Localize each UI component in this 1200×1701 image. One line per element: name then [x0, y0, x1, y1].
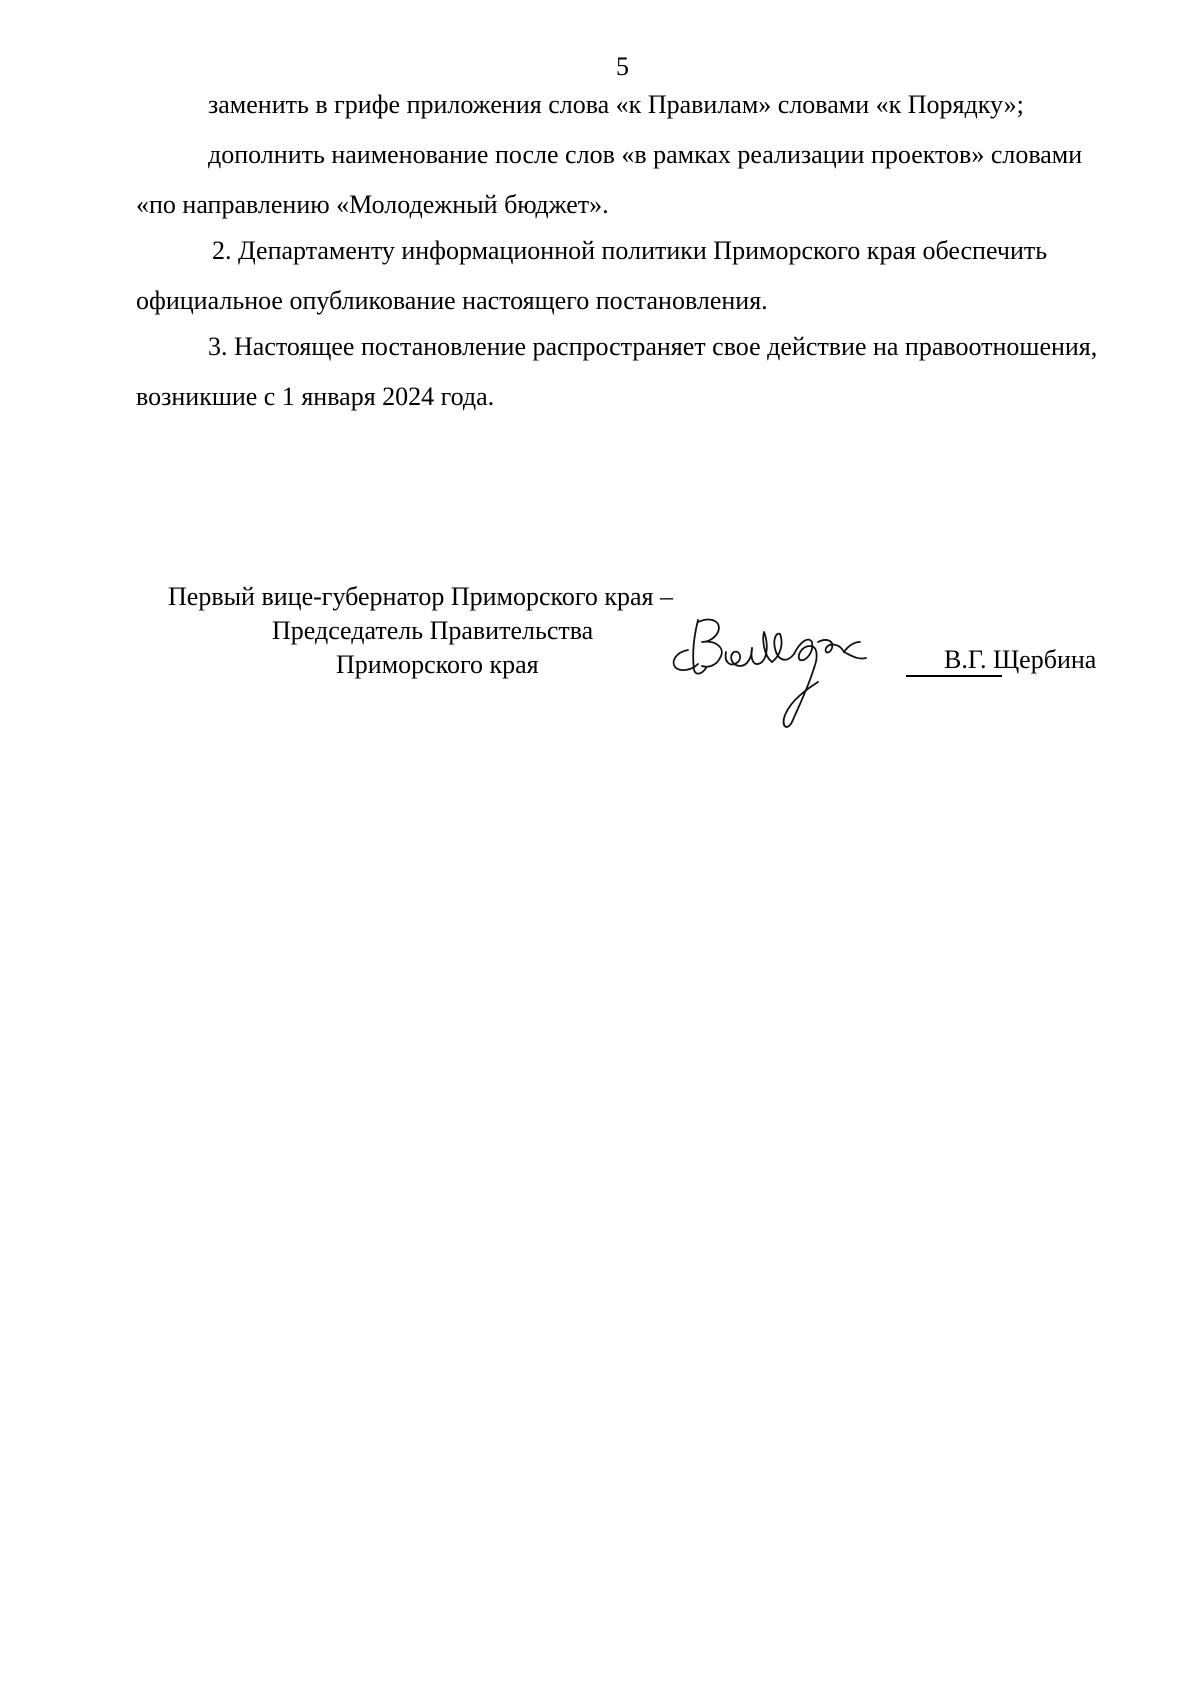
- amendment-line: заменить в грифе приложения слова «к Правилам» словами «к Порядку»;: [208, 90, 1024, 119]
- position-line-3: Приморского края: [336, 650, 539, 679]
- signatory-position: [160, 580, 673, 682]
- handwritten-signature: [668, 612, 898, 736]
- position-line-2: Председатель Правительства: [272, 616, 594, 645]
- amendment-paragraph: дополнить наименование после слов «в рамках реализации проектов» словами «по направлению «Молодежный бюджет».: [136, 140, 1083, 219]
- position-line-1: Первый вице-губернатор Приморского края –: [168, 582, 673, 611]
- page-number: 5: [616, 52, 629, 81]
- signatory-name: В.Г. Щербина: [944, 645, 1097, 674]
- clause-2-paragraph: 2. Департаменту информационной политики Приморского края обеспечить официальное опубликование настоящего постановления.: [136, 236, 1048, 315]
- clause-3-paragraph: 3. Настоящее постановление распространяет свое действие на правоотношения, возникшие с 1 января 2024 года.: [136, 332, 1098, 411]
